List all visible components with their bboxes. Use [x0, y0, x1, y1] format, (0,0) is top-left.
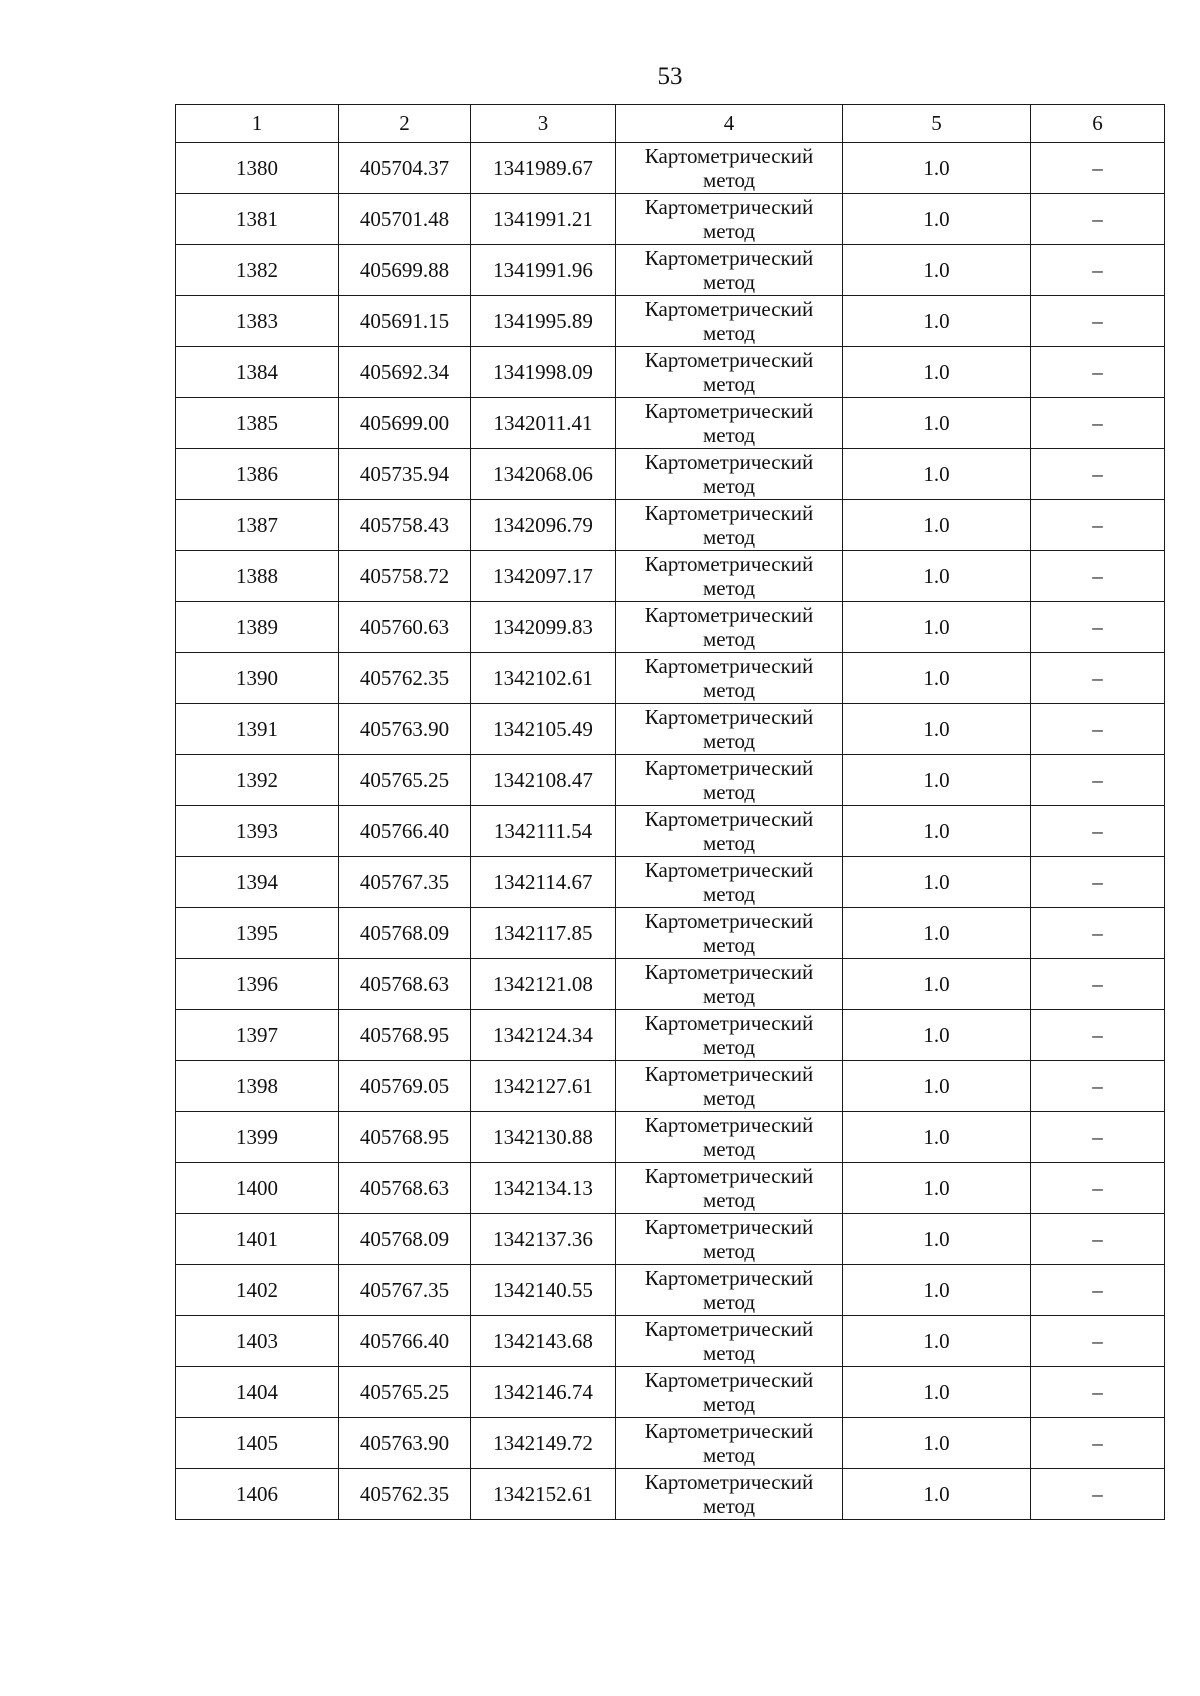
method-cell — [616, 296, 843, 347]
method-line-1: Картометрический — [644, 144, 814, 168]
note-cell: – — [1031, 194, 1165, 245]
y-coordinate-cell: 1342097.17 — [471, 551, 616, 602]
y-coordinate-cell: 1341995.89 — [471, 296, 616, 347]
y-coordinate-cell: 1342152.61 — [471, 1469, 616, 1520]
method-line-2: метод — [702, 1443, 756, 1467]
x-coordinate-cell: 405704.37 — [339, 143, 471, 194]
table-row — [176, 704, 1165, 755]
method-line-2: метод — [702, 729, 756, 753]
y-coordinate-cell: 1342105.49 — [471, 704, 616, 755]
method-cell — [616, 1010, 843, 1061]
method-line-1: Картометрический — [644, 1266, 814, 1290]
x-coordinate-cell: 405763.90 — [339, 704, 471, 755]
point-number-cell: 1398 — [176, 1061, 339, 1112]
point-number-cell: 1394 — [176, 857, 339, 908]
method-line-1: Картометрический — [644, 297, 814, 321]
x-coordinate-cell: 405769.05 — [339, 1061, 471, 1112]
y-coordinate-cell: 1341989.67 — [471, 143, 616, 194]
y-coordinate-cell: 1342127.61 — [471, 1061, 616, 1112]
method-cell — [616, 602, 843, 653]
point-number-cell: 1391 — [176, 704, 339, 755]
table-row — [176, 908, 1165, 959]
accuracy-cell: 1.0 — [843, 449, 1031, 500]
x-coordinate-cell: 405760.63 — [339, 602, 471, 653]
x-coordinate-cell: 405701.48 — [339, 194, 471, 245]
accuracy-cell: 1.0 — [843, 500, 1031, 551]
accuracy-cell: 1.0 — [843, 1418, 1031, 1469]
table-row — [176, 1112, 1165, 1163]
accuracy-cell: 1.0 — [843, 1316, 1031, 1367]
method-line-2: метод — [702, 1392, 756, 1416]
table-row — [176, 857, 1165, 908]
column-header-6: 6 — [1031, 105, 1165, 143]
method-line-1: Картометрический — [644, 756, 814, 780]
note-cell: – — [1031, 1163, 1165, 1214]
method-line-1: Картометрический — [644, 195, 814, 219]
method-line-2: метод — [702, 1188, 756, 1212]
method-line-2: метод — [702, 678, 756, 702]
column-header-3: 3 — [471, 105, 616, 143]
x-coordinate-cell: 405691.15 — [339, 296, 471, 347]
page-number: 53 — [657, 63, 683, 90]
accuracy-cell: 1.0 — [843, 602, 1031, 653]
method-line-2: метод — [702, 576, 756, 600]
method-cell — [616, 755, 843, 806]
point-number-cell: 1404 — [176, 1367, 339, 1418]
method-line-2: метод — [702, 1239, 756, 1263]
point-number-cell: 1390 — [176, 653, 339, 704]
accuracy-cell: 1.0 — [843, 806, 1031, 857]
note-cell: – — [1031, 245, 1165, 296]
method-cell — [616, 857, 843, 908]
point-number-cell: 1389 — [176, 602, 339, 653]
method-line-2: метод — [702, 321, 756, 345]
note-cell: – — [1031, 347, 1165, 398]
x-coordinate-cell: 405762.35 — [339, 653, 471, 704]
note-cell: – — [1031, 1214, 1165, 1265]
table-row — [176, 1469, 1165, 1520]
method-cell — [616, 1469, 843, 1520]
x-coordinate-cell: 405767.35 — [339, 857, 471, 908]
method-cell — [616, 1265, 843, 1316]
point-number-cell: 1393 — [176, 806, 339, 857]
note-cell: – — [1031, 143, 1165, 194]
note-cell: – — [1031, 398, 1165, 449]
method-cell — [616, 908, 843, 959]
table-row — [176, 1010, 1165, 1061]
method-cell — [616, 347, 843, 398]
point-number-cell: 1380 — [176, 143, 339, 194]
method-line-1: Картометрический — [644, 1419, 814, 1443]
point-number-cell: 1403 — [176, 1316, 339, 1367]
accuracy-cell: 1.0 — [843, 398, 1031, 449]
x-coordinate-cell: 405766.40 — [339, 1316, 471, 1367]
table-row — [176, 755, 1165, 806]
table-row — [176, 653, 1165, 704]
note-cell: – — [1031, 1010, 1165, 1061]
x-coordinate-cell: 405768.95 — [339, 1010, 471, 1061]
method-line-1: Картометрический — [644, 1113, 814, 1137]
y-coordinate-cell: 1342143.68 — [471, 1316, 616, 1367]
method-cell — [616, 143, 843, 194]
x-coordinate-cell: 405699.00 — [339, 398, 471, 449]
method-line-2: метод — [702, 1035, 756, 1059]
method-cell — [616, 449, 843, 500]
y-coordinate-cell: 1342121.08 — [471, 959, 616, 1010]
method-cell — [616, 806, 843, 857]
method-line-1: Картометрический — [644, 1164, 814, 1188]
method-line-2: метод — [702, 423, 756, 447]
y-coordinate-cell: 1342137.36 — [471, 1214, 616, 1265]
method-line-2: метод — [702, 168, 756, 192]
table-row — [176, 398, 1165, 449]
table-header-row — [176, 105, 1165, 143]
table-row — [176, 806, 1165, 857]
accuracy-cell: 1.0 — [843, 1214, 1031, 1265]
accuracy-cell: 1.0 — [843, 1163, 1031, 1214]
note-cell: – — [1031, 551, 1165, 602]
method-line-1: Картометрический — [644, 807, 814, 831]
x-coordinate-cell: 405768.09 — [339, 908, 471, 959]
method-line-1: Картометрический — [644, 1011, 814, 1035]
x-coordinate-cell: 405699.88 — [339, 245, 471, 296]
method-cell — [616, 245, 843, 296]
point-number-cell: 1386 — [176, 449, 339, 500]
note-cell: – — [1031, 857, 1165, 908]
y-coordinate-cell: 1342096.79 — [471, 500, 616, 551]
table-row — [176, 296, 1165, 347]
method-line-2: метод — [702, 1137, 756, 1161]
point-number-cell: 1392 — [176, 755, 339, 806]
method-cell — [616, 1418, 843, 1469]
method-cell — [616, 500, 843, 551]
method-line-2: метод — [702, 882, 756, 906]
note-cell: – — [1031, 1061, 1165, 1112]
x-coordinate-cell: 405765.25 — [339, 755, 471, 806]
x-coordinate-cell: 405692.34 — [339, 347, 471, 398]
coordinates-table — [175, 104, 1165, 1520]
point-number-cell: 1395 — [176, 908, 339, 959]
note-cell: – — [1031, 1112, 1165, 1163]
note-cell: – — [1031, 1469, 1165, 1520]
column-header-4: 4 — [616, 105, 843, 143]
accuracy-cell: 1.0 — [843, 1367, 1031, 1418]
accuracy-cell: 1.0 — [843, 245, 1031, 296]
point-number-cell: 1401 — [176, 1214, 339, 1265]
y-coordinate-cell: 1342130.88 — [471, 1112, 616, 1163]
method-line-2: метод — [702, 780, 756, 804]
y-coordinate-cell: 1342108.47 — [471, 755, 616, 806]
y-coordinate-cell: 1342117.85 — [471, 908, 616, 959]
accuracy-cell: 1.0 — [843, 1469, 1031, 1520]
table-row — [176, 194, 1165, 245]
accuracy-cell: 1.0 — [843, 551, 1031, 602]
table-row — [176, 1163, 1165, 1214]
y-coordinate-cell: 1342102.61 — [471, 653, 616, 704]
x-coordinate-cell: 405768.63 — [339, 1163, 471, 1214]
point-number-cell: 1396 — [176, 959, 339, 1010]
method-cell — [616, 1061, 843, 1112]
accuracy-cell: 1.0 — [843, 194, 1031, 245]
method-line-2: метод — [702, 933, 756, 957]
method-line-1: Картометрический — [644, 1215, 814, 1239]
method-cell — [616, 1367, 843, 1418]
method-line-2: метод — [702, 1341, 756, 1365]
accuracy-cell: 1.0 — [843, 653, 1031, 704]
x-coordinate-cell: 405767.35 — [339, 1265, 471, 1316]
note-cell: – — [1031, 806, 1165, 857]
note-cell: – — [1031, 908, 1165, 959]
method-line-1: Картометрический — [644, 1368, 814, 1392]
point-number-cell: 1381 — [176, 194, 339, 245]
accuracy-cell: 1.0 — [843, 1112, 1031, 1163]
point-number-cell: 1385 — [176, 398, 339, 449]
method-line-1: Картометрический — [644, 399, 814, 423]
table-row — [176, 1265, 1165, 1316]
method-line-1: Картометрический — [644, 1062, 814, 1086]
method-cell — [616, 1112, 843, 1163]
method-line-2: метод — [702, 831, 756, 855]
y-coordinate-cell: 1342146.74 — [471, 1367, 616, 1418]
y-coordinate-cell: 1342111.54 — [471, 806, 616, 857]
accuracy-cell: 1.0 — [843, 908, 1031, 959]
y-coordinate-cell: 1341991.21 — [471, 194, 616, 245]
point-number-cell: 1384 — [176, 347, 339, 398]
column-header-2: 2 — [339, 105, 471, 143]
method-line-2: метод — [702, 270, 756, 294]
y-coordinate-cell: 1342149.72 — [471, 1418, 616, 1469]
table-row — [176, 959, 1165, 1010]
x-coordinate-cell: 405762.35 — [339, 1469, 471, 1520]
table-row — [176, 1214, 1165, 1265]
point-number-cell: 1405 — [176, 1418, 339, 1469]
note-cell: – — [1031, 1316, 1165, 1367]
table-body — [176, 143, 1165, 1520]
method-cell — [616, 1316, 843, 1367]
point-number-cell: 1400 — [176, 1163, 339, 1214]
note-cell: – — [1031, 653, 1165, 704]
method-cell — [616, 959, 843, 1010]
accuracy-cell: 1.0 — [843, 704, 1031, 755]
y-coordinate-cell: 1342124.34 — [471, 1010, 616, 1061]
x-coordinate-cell: 405758.72 — [339, 551, 471, 602]
method-line-1: Картометрический — [644, 450, 814, 474]
x-coordinate-cell: 405768.63 — [339, 959, 471, 1010]
method-line-2: метод — [702, 627, 756, 651]
note-cell: – — [1031, 1367, 1165, 1418]
accuracy-cell: 1.0 — [843, 1061, 1031, 1112]
table-row — [176, 1316, 1165, 1367]
method-line-2: метод — [702, 372, 756, 396]
table-row — [176, 449, 1165, 500]
method-line-1: Картометрический — [644, 348, 814, 372]
method-line-1: Картометрический — [644, 603, 814, 627]
method-line-2: метод — [702, 525, 756, 549]
method-cell — [616, 1214, 843, 1265]
note-cell: – — [1031, 959, 1165, 1010]
y-coordinate-cell: 1342140.55 — [471, 1265, 616, 1316]
point-number-cell: 1397 — [176, 1010, 339, 1061]
table-row — [176, 1061, 1165, 1112]
method-cell — [616, 704, 843, 755]
method-line-1: Картометрический — [644, 654, 814, 678]
accuracy-cell: 1.0 — [843, 296, 1031, 347]
point-number-cell: 1387 — [176, 500, 339, 551]
y-coordinate-cell: 1341991.96 — [471, 245, 616, 296]
column-header-5: 5 — [843, 105, 1031, 143]
column-header-1: 1 — [176, 105, 339, 143]
point-number-cell: 1402 — [176, 1265, 339, 1316]
x-coordinate-cell: 405758.43 — [339, 500, 471, 551]
table-row — [176, 143, 1165, 194]
y-coordinate-cell: 1342011.41 — [471, 398, 616, 449]
table-row — [176, 1418, 1165, 1469]
note-cell: – — [1031, 1418, 1165, 1469]
note-cell: – — [1031, 500, 1165, 551]
table-row — [176, 1367, 1165, 1418]
note-cell: – — [1031, 1265, 1165, 1316]
note-cell: – — [1031, 704, 1165, 755]
method-cell — [616, 551, 843, 602]
method-line-2: метод — [702, 1086, 756, 1110]
y-coordinate-cell: 1342134.13 — [471, 1163, 616, 1214]
table-row — [176, 602, 1165, 653]
accuracy-cell: 1.0 — [843, 959, 1031, 1010]
accuracy-cell: 1.0 — [843, 1010, 1031, 1061]
method-line-1: Картометрический — [644, 909, 814, 933]
accuracy-cell: 1.0 — [843, 1265, 1031, 1316]
point-number-cell: 1406 — [176, 1469, 339, 1520]
note-cell: – — [1031, 602, 1165, 653]
note-cell: – — [1031, 755, 1165, 806]
accuracy-cell: 1.0 — [843, 347, 1031, 398]
table-row — [176, 347, 1165, 398]
point-number-cell: 1383 — [176, 296, 339, 347]
method-line-1: Картометрический — [644, 552, 814, 576]
method-line-1: Картометрический — [644, 246, 814, 270]
point-number-cell: 1388 — [176, 551, 339, 602]
method-line-2: метод — [702, 474, 756, 498]
x-coordinate-cell: 405768.95 — [339, 1112, 471, 1163]
method-line-1: Картометрический — [644, 501, 814, 525]
method-line-2: метод — [702, 1290, 756, 1314]
method-cell — [616, 398, 843, 449]
y-coordinate-cell: 1341998.09 — [471, 347, 616, 398]
method-line-1: Картометрический — [644, 1317, 814, 1341]
table-row — [176, 551, 1165, 602]
x-coordinate-cell: 405765.25 — [339, 1367, 471, 1418]
y-coordinate-cell: 1342099.83 — [471, 602, 616, 653]
accuracy-cell: 1.0 — [843, 143, 1031, 194]
note-cell: – — [1031, 449, 1165, 500]
x-coordinate-cell: 405766.40 — [339, 806, 471, 857]
point-number-cell: 1382 — [176, 245, 339, 296]
note-cell: – — [1031, 296, 1165, 347]
table-row — [176, 245, 1165, 296]
method-cell — [616, 194, 843, 245]
method-cell — [616, 653, 843, 704]
method-line-1: Картометрический — [644, 858, 814, 882]
method-line-2: метод — [702, 1494, 756, 1518]
y-coordinate-cell: 1342114.67 — [471, 857, 616, 908]
x-coordinate-cell: 405735.94 — [339, 449, 471, 500]
x-coordinate-cell: 405763.90 — [339, 1418, 471, 1469]
accuracy-cell: 1.0 — [843, 857, 1031, 908]
x-coordinate-cell: 405768.09 — [339, 1214, 471, 1265]
method-line-1: Картометрический — [644, 1470, 814, 1494]
point-number-cell: 1399 — [176, 1112, 339, 1163]
method-line-1: Картометрический — [644, 960, 814, 984]
y-coordinate-cell: 1342068.06 — [471, 449, 616, 500]
table-row — [176, 500, 1165, 551]
method-line-2: метод — [702, 219, 756, 243]
method-line-2: метод — [702, 984, 756, 1008]
method-line-1: Картометрический — [644, 705, 814, 729]
method-cell — [616, 1163, 843, 1214]
accuracy-cell: 1.0 — [843, 755, 1031, 806]
